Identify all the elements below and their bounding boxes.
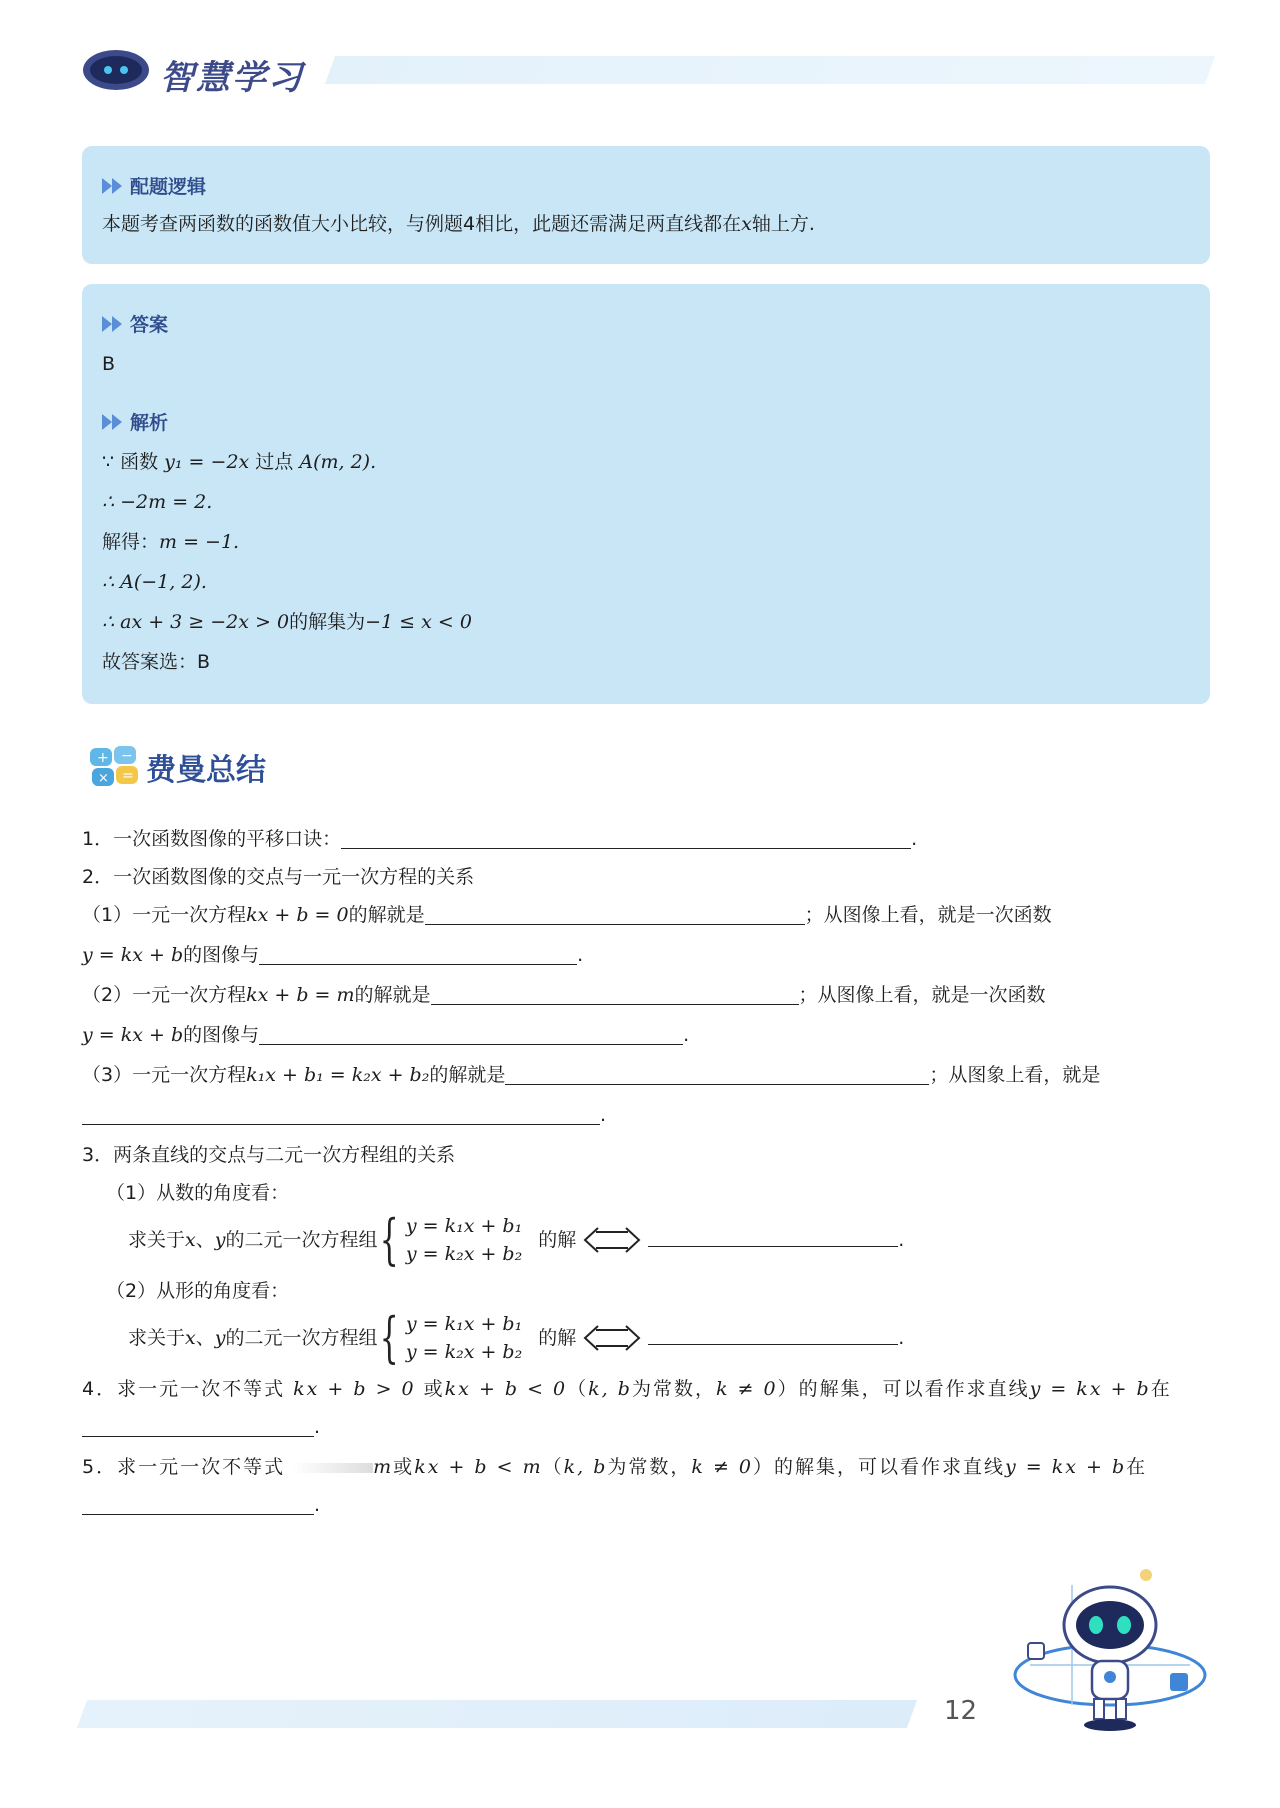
q3-sys-sep: 、: [195, 1327, 215, 1349]
brace: {: [379, 1208, 399, 1271]
header-band: [325, 56, 1215, 84]
dot: .: [600, 1104, 607, 1126]
q4-a: 4．求一元一次不等式: [82, 1378, 294, 1400]
footer-band: [77, 1700, 917, 1728]
answer-title: 答案: [130, 314, 169, 336]
q2-1a: （1）一元一次方程: [82, 904, 247, 926]
q2-3c-blank[interactable]: [82, 1104, 600, 1125]
q2-3a: （3）一元一次方程: [82, 1064, 247, 1086]
equation-system: [378, 1306, 523, 1369]
q1-end: .: [911, 828, 918, 850]
dot: .: [577, 944, 584, 966]
q4-b: 或: [415, 1378, 445, 1400]
eq1: y = k₁x + b₁: [405, 1215, 523, 1237]
q4-blank[interactable]: [82, 1416, 314, 1437]
q5-m1: m: [373, 1456, 394, 1478]
logic-heading: [102, 172, 206, 199]
q4-d: 为常数，: [631, 1378, 716, 1400]
dot: .: [683, 1024, 690, 1046]
q3-sol: 的解: [538, 1327, 577, 1349]
q3-2: （2）从形的角度看：: [106, 1280, 290, 1302]
double-arrow-icon: [102, 414, 124, 430]
double-arrow-icon: [102, 178, 124, 194]
q3-sys-a: 求关于: [128, 1229, 186, 1251]
q3-sys-sep: 、: [195, 1229, 215, 1251]
svg-text:×: ×: [98, 771, 109, 786]
q2-1-blank[interactable]: [425, 904, 805, 925]
q2: 2．一次函数图像的交点与一元一次方程的关系: [82, 866, 475, 888]
q2-1b: 的解就是: [348, 904, 425, 926]
q2-2-blank[interactable]: [431, 984, 799, 1005]
svg-text:=: =: [122, 768, 134, 784]
l5-m1: ∴ ax + 3 ≥ −2x > 0: [102, 611, 290, 633]
answer-value: B: [102, 353, 116, 375]
analysis-line-1: [102, 442, 472, 482]
q2-1m: kx + b = 0: [246, 904, 349, 926]
svg-text:−: −: [121, 748, 133, 764]
l5-m2: −1 ≤ x < 0: [365, 611, 472, 633]
calculator-icon: [88, 744, 140, 790]
analysis-line-6: 故答案选：B: [102, 651, 211, 673]
q5-m3: k, b: [563, 1456, 608, 1478]
q2-3-cont: [82, 1102, 606, 1128]
q3-sys-y: y: [214, 1229, 226, 1251]
answer-box: [82, 284, 1210, 704]
logic-text-b: 轴上方.: [751, 213, 815, 235]
q2-2m: kx + b = m: [246, 984, 355, 1006]
robot-mascot-icon: [1010, 1565, 1220, 1735]
q4: [82, 1376, 1172, 1402]
analysis-lines: [102, 442, 472, 682]
q2-3-blank[interactable]: [505, 1064, 929, 1085]
q2-1-cont: [82, 942, 583, 968]
q2-2d: 的图像与: [183, 1024, 260, 1046]
eq2: y = k₂x + b₂: [405, 1341, 523, 1363]
q5-d: 为常数，: [607, 1456, 692, 1478]
l3-m: m = −1.: [159, 531, 240, 553]
q4-c: （: [567, 1378, 589, 1400]
q2-2b: 的解就是: [354, 984, 431, 1006]
l1-m2: A(m, 2).: [299, 451, 377, 473]
double-arrow-equiv-icon: [582, 1227, 642, 1253]
q5-smudge: [293, 1463, 373, 1473]
q5-cont: [82, 1492, 320, 1518]
q2-2a: （2）一元一次方程: [82, 984, 247, 1006]
q3-1: （1）从数的角度看：: [106, 1182, 290, 1204]
logic-box: [82, 146, 1210, 264]
q2-2: [82, 982, 1046, 1008]
q3-1-system: [128, 1208, 904, 1272]
q3-2-system: [128, 1306, 904, 1370]
q3: 3．两条直线的交点与二元一次方程组的关系: [82, 1144, 456, 1166]
brace: {: [379, 1306, 399, 1369]
q1-blank[interactable]: [341, 828, 911, 849]
answer-heading: [102, 310, 168, 337]
q3-sys-b: 的二元一次方程组: [225, 1229, 378, 1251]
q5-a: 5．求一元一次不等式: [82, 1456, 294, 1478]
q4-cont: [82, 1414, 320, 1440]
dot: .: [898, 1229, 905, 1251]
q5-b: 或: [393, 1456, 415, 1478]
q3-sys-a: 求关于: [128, 1327, 186, 1349]
q3-sys-y: y: [214, 1327, 226, 1349]
double-arrow-icon: [102, 316, 124, 332]
robot-logo-icon: [82, 48, 150, 92]
q1: [82, 826, 917, 852]
q4-e: ）的解集，可以看作求直线: [777, 1378, 1030, 1400]
q5-m4: k ≠ 0: [691, 1456, 753, 1478]
q4-m1: kx + b > 0: [293, 1378, 416, 1400]
q2-1c: ；从图像上看，就是一次函数: [804, 904, 1052, 926]
summary-heading: [88, 744, 266, 790]
dot: .: [898, 1327, 905, 1349]
q2-3b: 的解就是: [429, 1064, 506, 1086]
logic-text-var: x: [741, 213, 752, 235]
q2-2-cont: [82, 1022, 689, 1048]
q3-1-blank[interactable]: [648, 1234, 898, 1247]
equation-system: [378, 1208, 523, 1271]
l1-m1: y₁ = −2x: [164, 451, 250, 473]
q3-sys-b: 的二元一次方程组: [225, 1327, 378, 1349]
analysis-line-4: ∴ A(−1, 2).: [102, 571, 207, 593]
q2-1d-blank[interactable]: [259, 944, 577, 965]
q5-m5: y = kx + b: [1005, 1456, 1127, 1478]
q5-f: 在: [1126, 1456, 1148, 1478]
q2-3: [82, 1062, 1100, 1088]
logic-text: [102, 210, 815, 238]
summary-title: 费曼总结: [146, 753, 266, 788]
logic-title: 配题逻辑: [130, 176, 207, 198]
l1-b: 过点: [249, 451, 300, 473]
q4-m5: y = kx + b: [1029, 1378, 1151, 1400]
q5-e: ）的解集，可以看作求直线: [753, 1456, 1006, 1478]
analysis-line-5: [102, 602, 472, 642]
q2-2d-m: y = kx + b: [82, 1024, 184, 1046]
q2-2c: ；从图像上看，就是一次函数: [798, 984, 1046, 1006]
q4-f: 在: [1150, 1378, 1172, 1400]
q3-sys-x: x: [185, 1327, 196, 1349]
q5-blank[interactable]: [82, 1494, 314, 1515]
page-number: 12: [944, 1696, 978, 1726]
l3-a: 解得：: [102, 531, 160, 553]
q3-sys-x: x: [185, 1229, 196, 1251]
q4-m4: k ≠ 0: [715, 1378, 778, 1400]
header-title: 智慧学习: [160, 58, 304, 98]
q4-m2: kx + b < 0: [444, 1378, 568, 1400]
q2-2d-blank[interactable]: [259, 1024, 683, 1045]
q2-3m: k₁x + b₁ = k₂x + b₂: [246, 1064, 430, 1086]
double-arrow-equiv-icon: [582, 1325, 642, 1351]
analysis-line-2: ∴ −2m = 2.: [102, 491, 213, 513]
q2-3c: ；从图象上看，就是: [929, 1064, 1101, 1086]
q4-m3: k, b: [588, 1378, 632, 1400]
l1-a: ∵ 函数: [102, 451, 165, 473]
l5-a: 的解集为: [289, 611, 366, 633]
q2-1d: 的图像与: [183, 944, 260, 966]
q2-1: [82, 902, 1052, 928]
dot: .: [314, 1416, 321, 1438]
analysis-heading: [102, 408, 168, 435]
eq1: y = k₁x + b₁: [405, 1313, 523, 1335]
q5: [82, 1454, 1147, 1480]
logic-text-a: 本题考查两函数的函数值大小比较，与例题4相比，此题还需满足两直线都在: [102, 213, 742, 235]
svg-text:+: +: [97, 750, 109, 766]
q2-1d-m: y = kx + b: [82, 944, 184, 966]
dot: .: [314, 1494, 321, 1516]
q5-m2: kx + b < m: [414, 1456, 543, 1478]
q3-sol: 的解: [538, 1229, 577, 1251]
analysis-line-3: [102, 522, 472, 562]
analysis-title: 解析: [130, 412, 169, 434]
q5-c: （: [542, 1456, 564, 1478]
eq2: y = k₂x + b₂: [405, 1243, 523, 1265]
q1-text: 1．一次函数图像的平移口诀：: [82, 828, 342, 850]
q3-2-blank[interactable]: [648, 1332, 898, 1345]
